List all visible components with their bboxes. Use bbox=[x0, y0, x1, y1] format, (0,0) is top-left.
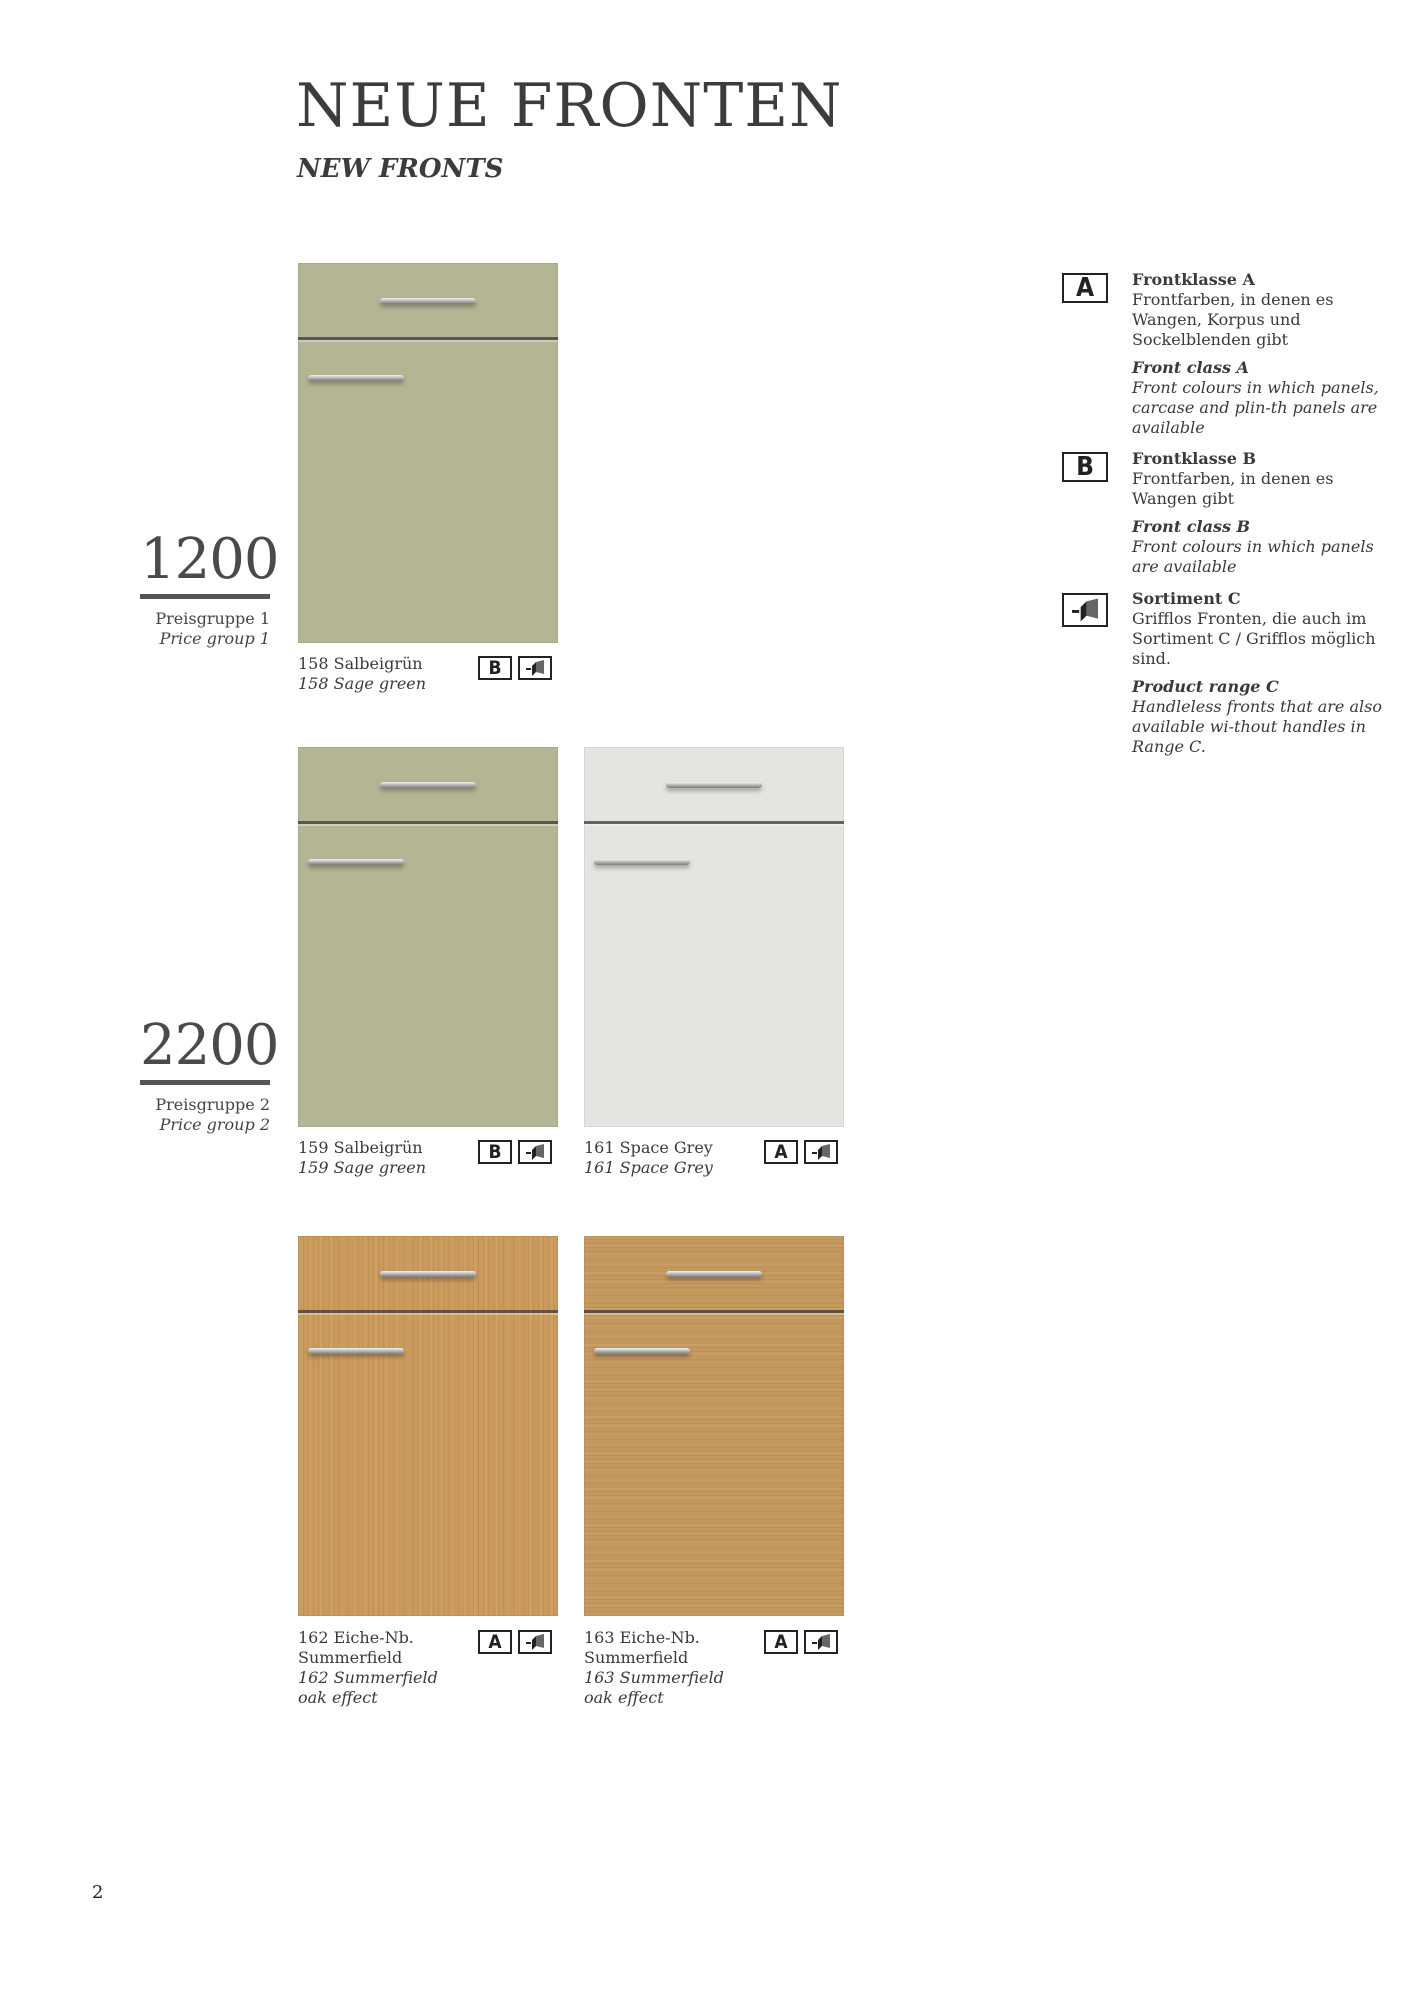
front-name-en: 163 Summerfield oak effect bbox=[584, 1668, 724, 1707]
front-icons-161 bbox=[764, 1140, 838, 1164]
page-title: NEUE FRONTEN bbox=[296, 71, 843, 141]
price-group-1 bbox=[140, 527, 279, 649]
front-caption-162 bbox=[298, 1628, 448, 1708]
front-icons-158 bbox=[478, 656, 552, 680]
price-group-label-en: Price group 2 bbox=[159, 1115, 270, 1134]
front-name-en: 158 Sage green bbox=[298, 674, 427, 693]
drawer-gap-highlight bbox=[298, 1313, 558, 1315]
front-name-en: 159 Sage green bbox=[298, 1158, 427, 1177]
page-subtitle: NEW FRONTS bbox=[297, 154, 504, 184]
legend-text bbox=[1132, 589, 1382, 757]
front-swatch-158[interactable] bbox=[298, 263, 558, 643]
front-name-en: 162 Summerfield oak effect bbox=[298, 1668, 438, 1707]
legend-title-de: Sortiment C bbox=[1132, 589, 1241, 608]
front-name-de: 162 Eiche-Nb. Summerfield bbox=[298, 1628, 414, 1667]
legend-title-en: Product range C bbox=[1132, 677, 1279, 696]
front-name-de: 158 Salbeigrün bbox=[298, 654, 423, 673]
front-name-de: 159 Salbeigrün bbox=[298, 1138, 423, 1157]
legend-en-block bbox=[1132, 517, 1382, 577]
drawer-gap-highlight bbox=[298, 824, 558, 826]
front-class-badge: A bbox=[764, 1630, 798, 1654]
drawer-handle bbox=[666, 1271, 762, 1277]
handleless-range-icon bbox=[1062, 593, 1108, 627]
legend-en-block bbox=[1132, 358, 1382, 438]
legend-text-de: Frontfarben, in denen es Wangen gibt bbox=[1132, 469, 1334, 508]
front-class-badge: B bbox=[478, 1140, 512, 1164]
page-number: 2 bbox=[92, 1882, 104, 1903]
legend-text bbox=[1132, 449, 1382, 577]
front-icons-162 bbox=[478, 1630, 552, 1654]
front-caption-158 bbox=[298, 654, 478, 694]
front-caption-163 bbox=[584, 1628, 734, 1708]
price-group-underline bbox=[140, 594, 270, 599]
legend-text-de: Grifflos Fronten, die auch im Sortiment C / Grifflos möglich sind. bbox=[1132, 609, 1376, 668]
front-swatch-159[interactable] bbox=[298, 747, 558, 1127]
price-group-label-en: Price group 1 bbox=[159, 629, 270, 648]
front-class-b-badge: B bbox=[1062, 452, 1108, 482]
front-name-de: 163 Eiche-Nb. Summerfield bbox=[584, 1628, 700, 1667]
drawer-gap-highlight bbox=[584, 1313, 844, 1315]
handleless-range-icon bbox=[804, 1140, 838, 1164]
price-group-label-de: Preisgruppe 1 bbox=[155, 609, 270, 628]
handleless-range-icon bbox=[518, 656, 552, 680]
front-name-de: 161 Space Grey bbox=[584, 1138, 713, 1157]
front-caption-159 bbox=[298, 1138, 478, 1178]
drawer-gap-highlight bbox=[298, 340, 558, 342]
door-handle bbox=[308, 859, 404, 865]
front-class-badge: B bbox=[478, 656, 512, 680]
legend-title-en: Front class A bbox=[1132, 358, 1249, 377]
front-name-en: 161 Space Grey bbox=[584, 1158, 713, 1177]
drawer-handle bbox=[380, 1271, 476, 1277]
legend-text-en: Handleless fronts that are also available wi-thout handles in Range C. bbox=[1132, 697, 1382, 756]
legend-title-de: Frontklasse B bbox=[1132, 449, 1257, 468]
legend-text-en: Front colours in which panels, carcase and plin-th panels are available bbox=[1132, 378, 1379, 437]
front-swatch-161[interactable] bbox=[584, 747, 844, 1127]
drawer-handle bbox=[380, 298, 476, 304]
front-icons-159 bbox=[478, 1140, 552, 1164]
price-group-underline bbox=[140, 1080, 270, 1085]
front-class-badge: A bbox=[764, 1140, 798, 1164]
front-swatch-163[interactable] bbox=[584, 1236, 844, 1616]
front-caption-161 bbox=[584, 1138, 764, 1178]
legend-text-de: Frontfarben, in denen es Wangen, Korpus und Sockelblenden gibt bbox=[1132, 290, 1334, 349]
handleless-range-icon bbox=[518, 1140, 552, 1164]
price-group-number: 2200 bbox=[140, 1013, 279, 1078]
front-class-a-badge: A bbox=[1062, 273, 1108, 303]
handleless-range-icon bbox=[518, 1630, 552, 1654]
legend-title-en: Front class B bbox=[1132, 517, 1251, 536]
drawer-gap-highlight bbox=[584, 824, 844, 826]
front-icons-163 bbox=[764, 1630, 838, 1654]
legend-text bbox=[1132, 270, 1382, 438]
door-handle bbox=[594, 1348, 690, 1354]
price-group-number: 1200 bbox=[140, 527, 279, 592]
door-handle bbox=[308, 375, 404, 381]
handleless-range-icon bbox=[804, 1630, 838, 1654]
front-class-badge: A bbox=[478, 1630, 512, 1654]
price-group-label-de: Preisgruppe 2 bbox=[155, 1095, 270, 1114]
door-handle bbox=[308, 1348, 404, 1354]
legend-en-block bbox=[1132, 677, 1382, 757]
drawer-handle bbox=[380, 782, 476, 788]
price-group-2 bbox=[140, 1013, 279, 1135]
front-swatch-162[interactable] bbox=[298, 1236, 558, 1616]
legend-text-en: Front colours in which panels are available bbox=[1132, 537, 1374, 576]
door-handle bbox=[594, 859, 690, 865]
legend-title-de: Frontklasse A bbox=[1132, 270, 1255, 289]
drawer-handle bbox=[666, 782, 762, 788]
